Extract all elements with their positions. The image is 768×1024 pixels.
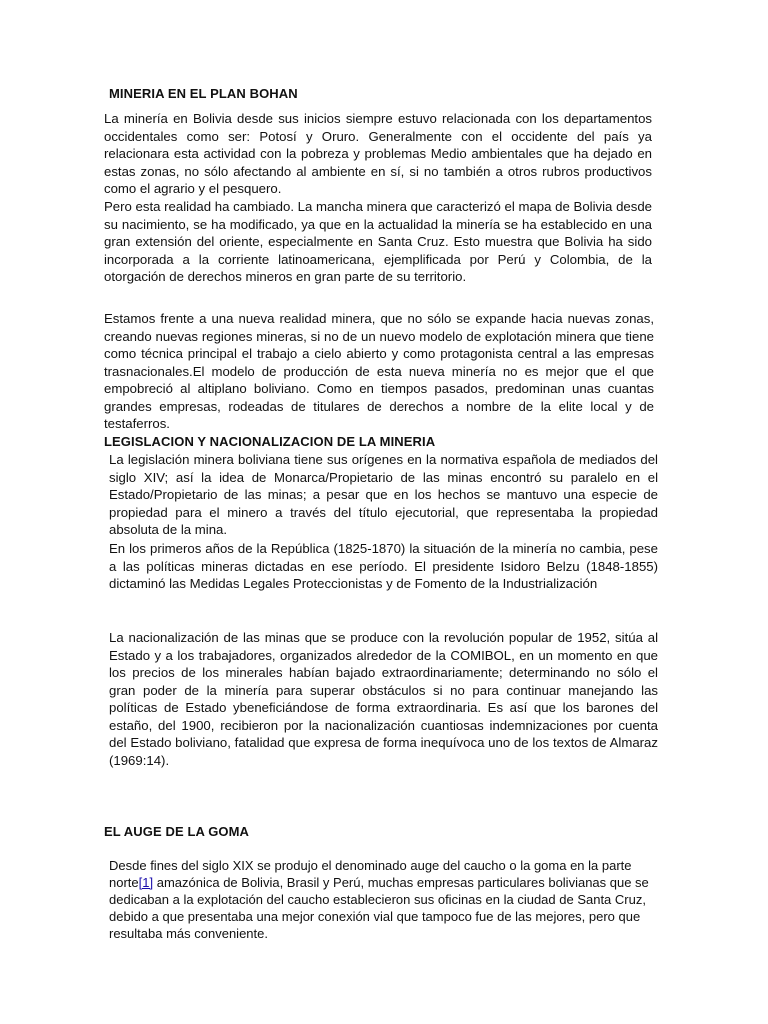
paragraph-goma-1 (109, 857, 661, 942)
paragraph-mineria-1: La minería en Bolivia desde sus inicios siempre estuvo relacionada con los departamentos occidentales como ser: Potosí y Oruro. Generalmente con el occidente del país ya relacionara esta actividad con la pobreza y problemas Medio ambientales que ha dejado en estas zonas, no sólo afectando al ambiente en sí, si no también a otros rubros productivos como el agrario y el pesquero. (104, 111, 652, 196)
paragraph-goma-text-before: Desde fines del siglo XIX se produjo el denominado auge del caucho o la goma en la parte norte (109, 858, 632, 890)
paragraph-legislacion-3: La nacionalización de las minas que se produce con la revolución popular de 1952, sitúa al Estado y a los trabajadores, organizados alrededor de la COMIBOL, en un momento en que los precios de los minerales habían bajado extraordinariamente; determinando no sólo el gran poder de la minería para superar obstáculos si no para continuar manejando las políticas de Estado ybeneficiándose de forma extraordinaria. Es así que los barones del estaño, del 1900, recibieron por la nacionalización cuantiosas indemnizaciones por cuenta del Estado boliviano, fatalidad que expresa de forma inequívoca uno de los textos de Almaraz (1969:14). (109, 630, 658, 768)
section-heading-legislacion: LEGISLACION Y NACIONALIZACION DE LA MINERIA (104, 434, 436, 449)
paragraph-goma-text-after: amazónica de Bolivia, Brasil y Perú, muchas empresas particulares bolivianas que se dedicaban a la explotación del caucho establecieron sus oficinas en la ciudad de Santa Cruz, debido a que presentaba una mejor conexión vial que tampoco fue de las mejores, pero que resultaba más conveniente. (109, 875, 649, 941)
section-heading-mineria: MINERIA EN EL PLAN BOHAN (109, 86, 298, 101)
section-heading-goma: EL AUGE DE LA GOMA (104, 824, 250, 839)
paragraph-mineria-3: Estamos frente a una nueva realidad minera, que no sólo se expande hacia nuevas zonas, creando nuevas regiones mineras, si no de un nuevo modelo de explotación minera que tiene como técnica principal el trabajo a cielo abierto y como protagonista central a las empresas trasnacionales.El modelo de producción de esta nueva minería no es mejor que el que empobreció al altiplano boliviano. Como en tiempos pasados, predominan unas cuantas grandes empresas, rodeadas de titulares de derechos a nombre de la elite local y de testaferros. (104, 311, 654, 431)
paragraph-mineria-2: Pero esta realidad ha cambiado. La mancha minera que caracterizó el mapa de Bolivia desde su nacimiento, se ha modificado, ya que en la actualidad la minería se ha establecido en una gran extensión del oriente, especialmente en Santa Cruz. Esto muestra que Bolivia ha sido incorporada a la corriente latinoamericana, ejemplificada por Perú y Colombia, de la otorgación de derechos mineros en gran parte de su territorio. (104, 199, 652, 284)
paragraph-legislacion-2: En los primeros años de la República (1825-1870) la situación de la minería no cambia, pese a las políticas mineras dictadas en ese período. El presidente Isidoro Belzu (1848-1855) dictaminó las Medidas Legales Proteccionistas y de Fomento de la Industrialización (109, 541, 658, 591)
footnote-link[interactable]: [1] (138, 875, 154, 890)
paragraph-legislacion-1: La legislación minera boliviana tiene sus orígenes en la normativa española de mediados del siglo XIV; así la idea de Monarca/Propietario de las minas encontró su paralelo en el Estado/Propietario de las minas; a pesar que en los hechos se mantuvo una especie de propiedad para el minero a través del título ejecutorial, que representaba la propiedad absoluta de la mina. (109, 452, 658, 537)
